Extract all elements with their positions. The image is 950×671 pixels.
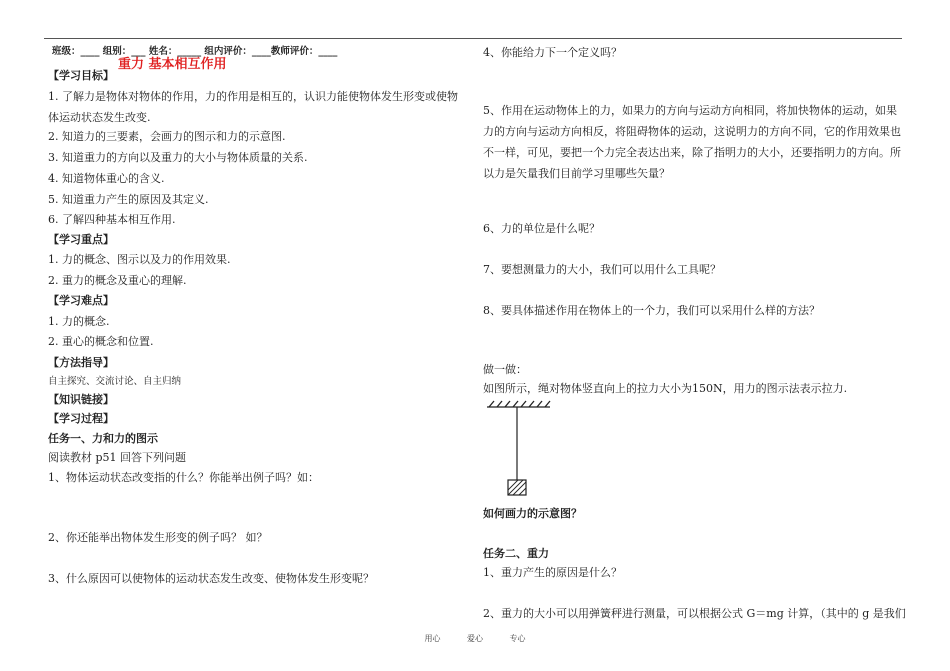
method-heading: 【方法指导】	[48, 356, 114, 369]
task-1-heading: 任务一、力和力的图示	[48, 432, 158, 445]
student-info-header: 班级：____ 组别：___ 姓名：_____ 组内评价：____教师评价：____	[52, 46, 338, 57]
link-heading: 【知识链接】	[48, 393, 114, 406]
hanging-block	[508, 480, 526, 495]
goal-4: 4. 知道物体重心的含义.	[48, 172, 165, 185]
process-heading: 【学习过程】	[48, 412, 114, 425]
footer-word-2: 爱心	[467, 634, 483, 643]
page-title: 重力 基本相互作用	[118, 57, 227, 72]
hanging-object-figure	[485, 395, 555, 500]
ceiling-hatch	[487, 401, 550, 407]
gravity-question-2: 2、重力的大小可以用弹簧秤进行测量，可以根据公式 G＝mg 计算，（其中的 g 是我们	[483, 607, 906, 620]
goal-3: 3. 知道重力的方向以及重力的大小与物体质量的关系.	[48, 151, 308, 164]
difficult-1: 1. 力的概念.	[48, 315, 110, 328]
try-instruction: 如图所示，绳对物体竖直向上的拉力大小为150N，用力的图示法表示拉力.	[483, 382, 848, 395]
gravity-question-1: 1、重力产生的原因是什么？	[483, 566, 622, 579]
footer-word-3: 专心	[509, 634, 526, 643]
key-1: 1. 力的概念、图示以及力的作用效果.	[48, 253, 231, 266]
key-2: 2. 重力的概念及重心的理解.	[48, 274, 187, 287]
goal-2: 2. 知道力的三要素，会画力的图示和力的示意图.	[48, 130, 286, 143]
key-heading: 【学习重点】	[48, 233, 114, 246]
difficult-heading: 【学习难点】	[48, 294, 114, 307]
question-3: 3、什么原因可以使物体的运动状态发生改变、使物体发生形变呢？	[48, 572, 374, 585]
task-2-heading: 任务二、重力	[483, 547, 549, 560]
schematic-question: 如何画力的示意图？	[483, 507, 582, 520]
question-8: 8、要具体描述作用在物体上的一个力，我们可以采用什么样的方法？	[483, 304, 820, 317]
question-1: 1、物体运动状态改变指的什么？你能举出例子吗？如：	[48, 471, 319, 484]
try-heading: 做一做：	[483, 363, 527, 376]
read-instruction: 阅读教材 p51 回答下列问题	[48, 451, 187, 464]
question-4: 4、你能给力下一个定义吗？	[483, 46, 622, 59]
goal-5: 5. 知道重力产生的原因及其定义.	[48, 193, 209, 206]
goals-heading: 【学习目标】	[48, 69, 114, 82]
goal-6: 6. 了解四种基本相互作用.	[48, 213, 176, 226]
question-6: 6、力的单位是什么呢？	[483, 222, 600, 235]
question-7: 7、要想测量力的大小，我们可以用什么工具呢？	[483, 263, 721, 276]
question-5: 5、作用在运动物体上的力，如果力的方向与运动方向相同，将加快物体的运动，如果力的方向与运动方向相反，将阻碍物体的运动，这说明力的方向不同，它的作用效果也不一样，可见，要把一个力完全表达出来，除了指明力的大小，还要指明力的方向。所以力是矢量我们目前学习里哪些矢量？	[483, 104, 901, 180]
method-text: 自主探究、交流讨论、自主归纳	[48, 376, 182, 387]
footer-word-1: 用心	[424, 634, 441, 643]
top-rule	[44, 38, 902, 39]
page-footer	[0, 633, 950, 644]
difficult-2: 2. 重心的概念和位置.	[48, 335, 154, 348]
goal-1: 1. 了解力是物体对物体的作用，力的作用是相互的，认识力能使物体发生形变或使物体运动状态发生改变.	[48, 90, 458, 124]
question-2: 2、你还能举出物体发生形变的例子吗？ 如？	[48, 531, 268, 544]
